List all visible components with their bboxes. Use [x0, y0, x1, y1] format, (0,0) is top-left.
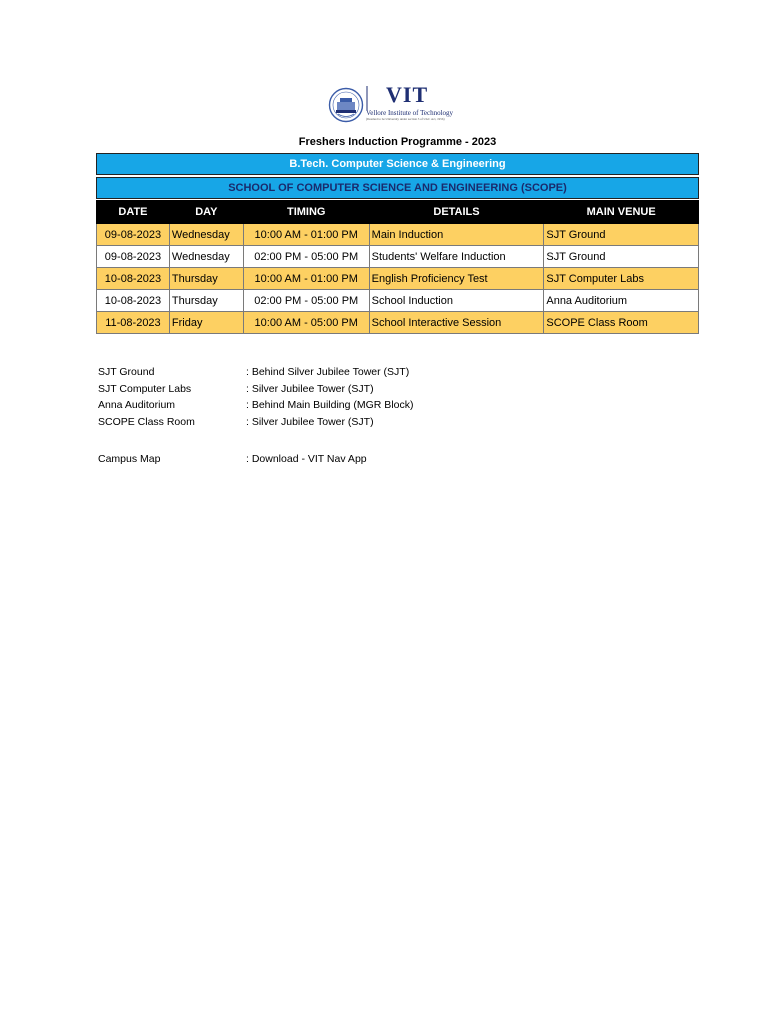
cell-day: Wednesday	[169, 246, 243, 268]
cell-day: Friday	[169, 312, 243, 334]
cell-date: 09-08-2023	[97, 224, 170, 246]
cell-day: Wednesday	[169, 224, 243, 246]
venue-row	[98, 397, 413, 414]
logo-tagline: (Deemed to be University under section 3 of UGC Act, 1956)	[366, 117, 445, 121]
table-row	[97, 246, 699, 268]
programme-title: Freshers Induction Programme - 2023	[298, 136, 497, 148]
cell-date: 11-08-2023	[97, 312, 170, 334]
cell-venue: Anna Auditorium	[544, 290, 699, 312]
venue-row	[98, 381, 413, 398]
venue-row	[98, 364, 413, 381]
cell-details: School Interactive Session	[369, 312, 544, 334]
cell-timing: 10:00 AM - 01:00 PM	[243, 268, 369, 290]
campus-map-row	[98, 451, 367, 467]
header-day: DAY	[169, 201, 243, 224]
cell-details: School Induction	[369, 290, 544, 312]
header-date: DATE	[97, 201, 170, 224]
cell-day: Thursday	[169, 268, 243, 290]
cell-date: 09-08-2023	[97, 246, 170, 268]
logo-subtitle: Vellore Institute of Technology	[366, 109, 454, 117]
venue-row	[98, 414, 413, 431]
table-header-row	[97, 201, 699, 224]
table-row	[97, 290, 699, 312]
course-banner: B.Tech. Computer Science & Engineering	[96, 153, 699, 175]
cell-date: 10-08-2023	[97, 268, 170, 290]
logo-name: VIT	[386, 82, 429, 107]
table-row	[97, 268, 699, 290]
venue-name: SJT Computer Labs	[98, 382, 192, 395]
induction-schedule-table	[96, 200, 699, 334]
venue-location: : Silver Jubilee Tower (SJT)	[246, 415, 374, 428]
venue-name: SCOPE Class Room	[98, 415, 195, 428]
cell-timing: 02:00 PM - 05:00 PM	[243, 246, 369, 268]
table-row	[97, 224, 699, 246]
campus-map-value: : Download - VIT Nav App	[246, 453, 367, 465]
venue-location: : Behind Main Building (MGR Block)	[246, 399, 414, 411]
header-timing: TIMING	[243, 201, 369, 224]
cell-timing: 02:00 PM - 05:00 PM	[243, 290, 369, 312]
cell-venue: SJT Ground	[544, 246, 699, 268]
header-main-venue: MAIN VENUE	[544, 201, 699, 224]
cell-date: 10-08-2023	[97, 290, 170, 312]
vit-logo	[328, 84, 466, 126]
venue-legend	[98, 364, 413, 430]
venue-location: : Silver Jubilee Tower (SJT)	[246, 382, 374, 395]
cell-details: Students' Welfare Induction	[369, 246, 544, 268]
cell-timing: 10:00 AM - 01:00 PM	[243, 224, 369, 246]
venue-name: SJT Ground	[98, 366, 155, 378]
cell-venue: SJT Ground	[544, 224, 699, 246]
venue-name: Anna Auditorium	[98, 399, 176, 411]
header-details: DETAILS	[369, 201, 544, 224]
vit-emblem-icon	[328, 87, 364, 123]
school-banner: SCHOOL OF COMPUTER SCIENCE AND ENGINEERING (SCOPE)	[96, 177, 699, 199]
venue-location: : Behind Silver Jubilee Tower (SJT)	[246, 366, 410, 378]
cell-day: Thursday	[169, 290, 243, 312]
cell-venue: SJT Computer Labs	[544, 268, 699, 290]
campus-map-label: Campus Map	[98, 453, 161, 465]
cell-timing: 10:00 AM - 05:00 PM	[243, 312, 369, 334]
table-row	[97, 312, 699, 334]
cell-details: English Proficiency Test	[369, 268, 544, 290]
cell-details: Main Induction	[369, 224, 544, 246]
cell-venue: SCOPE Class Room	[544, 312, 699, 334]
